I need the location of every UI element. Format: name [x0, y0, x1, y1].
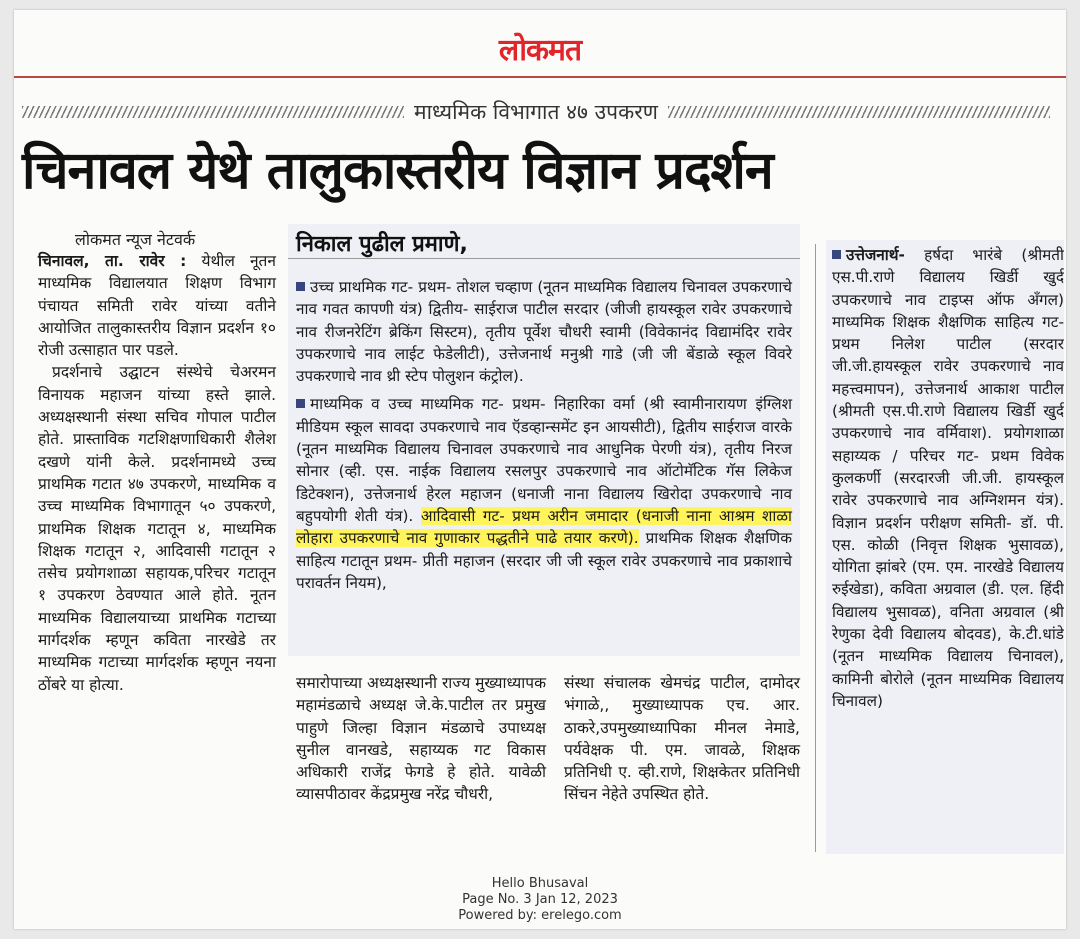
bullet-square-icon: [832, 250, 841, 259]
footer-powered: Powered by: erelego.com: [458, 908, 622, 923]
bullet-square-icon: [296, 282, 305, 291]
masthead-rule: [14, 76, 1066, 78]
result-item-1: उच्च प्राथमिक गट- प्रथम- तोशल चव्हाण (नूतन माध्यमिक विद्यालय चिनावल उपकरणाचे नाव गवत कापणी यंत्र) द्वितीय- साईराज पाटील सरदार (जीजी हायस्कूल रावेर उपकरणाचे नाव रीजनरेटिंग ब्रेकिंग सिस्टम), तृतीय पूर्वेश चौधरी स्वामी (विवेकानंद विद्यामंदिर रावेर उपकरणाचे नाव लाईट फेडेलीटी), उत्तेजनार्थ मनुश्री गाडे (जी जी बेंडाळे स्कूल विवरे उपकरणाचे नाव थ्री स्टेप पोलुशन कंट्रोल).: [296, 278, 792, 386]
kicker-text: माध्यमिक विभागात ४७ उपकरण: [414, 100, 658, 124]
kicker-hatch-right: [668, 106, 1050, 118]
article-para-2: प्रदर्शनाचे उद्घाटन संस्थेचे चेअरमन विनायक महाजन यांच्या हस्ते झाले. अध्यक्षस्थानी संस्था सचिव गोपाल पाटील होते. प्रास्ताविक गटशिक्षणाधिकारी शैलेश दखणे यांनी केले. प्रदर्शनामध्ये उच्च प्राथमिक गटात ४७ उपकरणे, माध्यमिक व उच्च माध्यमिक विभागातून ५० उपकरणे, प्राथमिक शिक्षक गटातून ४, माध्यमिक शिक्षक गटातून २, आदिवासी गटातून २ तसेच प्रयोगशाळा सहायक,परिचर गटातून १ उपकरण ठेवण्यात आले होते. नूतन माध्यमिक विद्यालयाच्या प्राथमिक गटाच्या मार्गदर्शक म्हणून कविता नारखेडे तर माध्यमिक गटाच्या मार्गदर्शक म्हणून नयना ठोंबरे या होत्या.: [38, 363, 276, 694]
article-para-1: येथील नूतन माध्यमिक विद्यालयात शिक्षण विभाग पंचायत समिती रावेर यांच्या वतीने आयोजित तालुकास्तरीय विज्ञान प्रदर्शन १० रोजी उत्साहात पार पडले.: [38, 252, 276, 360]
headline: चिनावल येथे तालुकास्तरीय विज्ञान प्रदर्शन: [22, 141, 773, 201]
footer-page: Page No. 3 Jan 12, 2023: [462, 892, 618, 907]
highlighted-result: आदिवासी गट- प्रथम अरीन जमादार (धनाजी नाना आश्रम शाळा लोहारा उपकरणाचे नाव गुणाकार पद्धतीने पाढे तयार करणे).: [296, 506, 792, 548]
bullet-square-icon: [296, 399, 305, 408]
article-column-3: समारोपाच्या अध्यक्षस्थानी राज्य मुख्याध्यापक महामंडळाचे अध्यक्ष जे.के.पाटील तर प्रमुख पाहुणे जिल्हा विज्ञान मंडळाचे उपाध्यक्ष सुनील वानखडे, सहाय्यक गट विकास अधिकारी राजेंद्र फेगडे हे होते. यावेळी व्यासपीठावर केंद्रप्रमुख नरेंद्र चौधरी,: [296, 674, 546, 804]
results-box: [288, 224, 800, 656]
article-column-4: संस्था संचालक खेमचंद्र पाटील, दामोदर भंगाळे,, मुख्याध्यापक एच. आर. ठाकरे,उपमुख्याध्यापिका मीनल नेमाडे, पर्यवेक्षक पी. एम. जावळे, शिक्षक प्रतिनिधी ए. व्ही.राणे, शिक्षकेतर प्रतिनिधी सिंचन नेहेते उपस्थित होते.: [564, 674, 800, 804]
result-item-3: प्राथमिक शिक्षक शैक्षणिक साहित्य गटातून प्रथम- प्रीती महाजन (सरदार जी जी स्कूल रावेर उपकरणाचे नाव प्रकाशाचे परावर्तन नियम),: [296, 529, 792, 592]
results-title-rule: [288, 258, 800, 259]
results-body: [296, 276, 792, 600]
col5-text: हर्षदा भारंबे (श्रीमती एस.पी.राणे विद्यालय खिर्डी खुर्द उपकरणाचे नाव टाइप्स ऑफ अँगल) माध्यमिक शिक्षक शैक्षणिक साहित्य गट- प्रथम निलेश पाटील (सरदार जी.जी.हायस्कूल रावेर उपकरणाचे नाव महत्त्वमापन), उत्तेजनार्थ आकाश पाटील (श्रीमती एस.पी.राणे विद्यालय खिर्डी खुर्द उपकरणाचे नाव वर्मिवाश). प्रयोगशाळा सहाय्यक / परिचर गट- प्रथम विवेक कुलकर्णी (सरदारजी जी.जी. हायस्कूल रावेर उपकरणाचे नाव अग्निशमन यंत्र). विज्ञान प्रदर्शन परीक्षण समिती- डॉ. पी. एस. कोळी (निवृत्त शिक्षक भुसावळ), योगिता झांबरे (एम. एम. नारखेडे विद्यालय रुईखेडा), कविता अग्रवाल (डी. एल. हिंदी विद्यालय भुसावळ), वनिता अग्रवाल (श्री रेणुका देवी विद्यालय बोदवड), के.टी.धांडे (नूतन माध्यमिक विद्यालय चिनावल), कामिनी बोरोले (नूतन माध्यमिक विद्यालय चिनावल): [832, 246, 1064, 710]
footer-edition: Hello Bhusaval: [491, 876, 589, 891]
lokmat-logo: लोकमत: [498, 33, 582, 68]
masthead: [14, 10, 1066, 80]
result-item-2: माध्यमिक व उच्च माध्यमिक गट- प्रथम- निहारिका वर्मा (श्री स्वामीनारायण इंग्लिश मीडियम स्कूल सावदा उपकरणाचे नाव ऍडव्हान्समेंट इन आयसीटी), द्वितीय साईराज वारके (नूतन माध्यमिक विद्यालय चिनावल उपकरणाचे नाव आधुनिक पेरणी यंत्र), तृतीय निरज सोनार (व्ही. एस. नाईक विद्यालय रसलपुर उपकरणाचे नाव ऑटोमॅटिक गॅस लिकेज डिटेक्शन), उत्तेजनार्थ हेरल महाजन (धनाजी नाना विद्यालय खिरोदा उपकरणाचे नाव बहुपयोगी शेती यंत्र).: [296, 395, 792, 525]
article-column-1: [38, 250, 276, 696]
article-column-5: [826, 240, 1064, 854]
byline: लोकमत न्यूज नेटवर्क: [75, 230, 196, 249]
col5-lead: उत्तेजनार्थ-: [846, 246, 905, 264]
kicker-hatch-left: [22, 106, 404, 118]
column-divider: [815, 244, 816, 852]
results-title: निकाल पुढील प्रमाणे,: [296, 232, 468, 257]
kicker-line: [22, 98, 1050, 126]
dateline: चिनावल, ता. रावेर :: [38, 252, 187, 270]
page-footer: [14, 876, 1066, 924]
